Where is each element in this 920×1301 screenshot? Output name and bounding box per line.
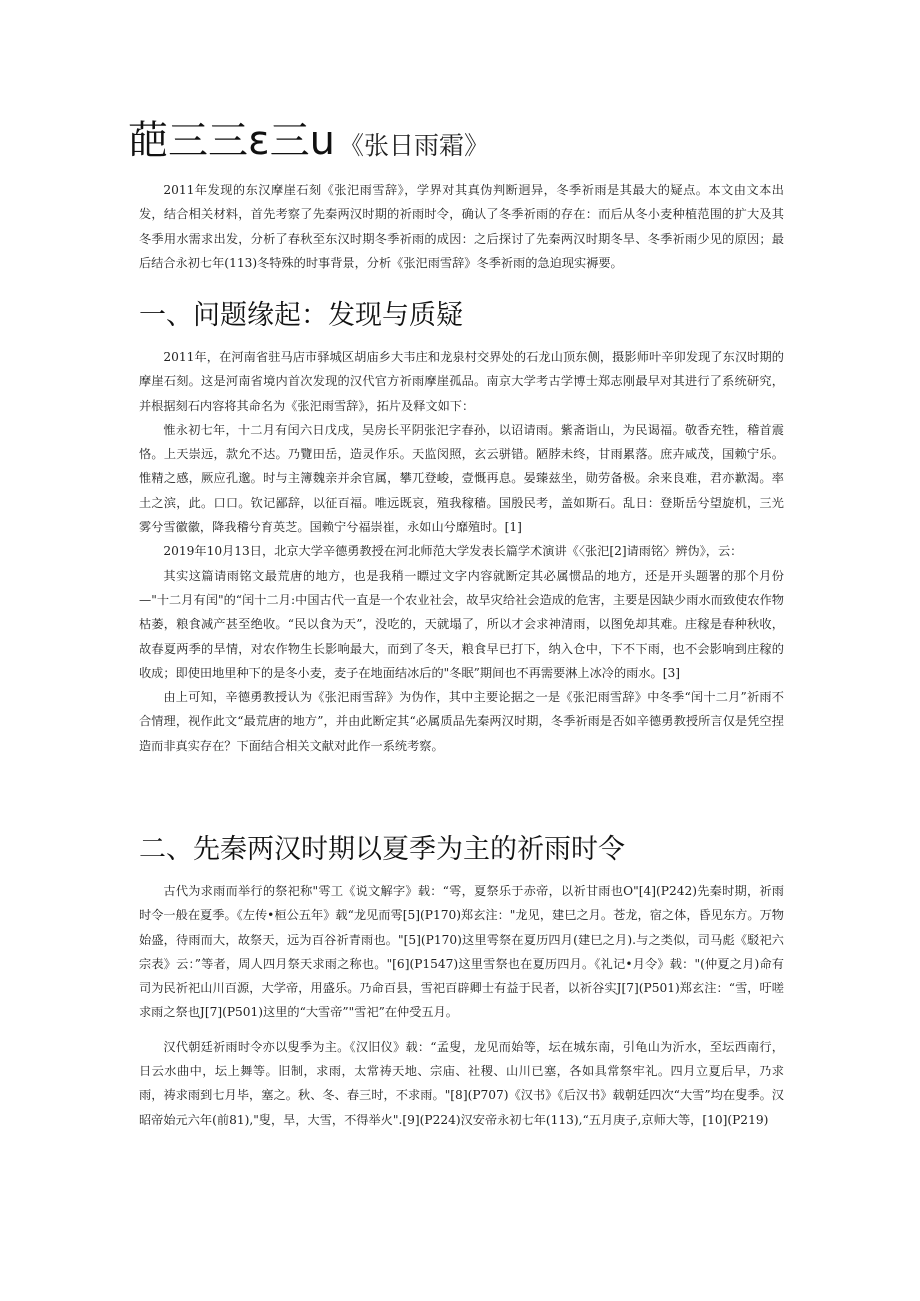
- paragraph: 由上可知，辛德勇教授认为《张汜雨雪辞》为伪作，其中主要论据之一是《张汜雨雪辞》中冬季“闰十二月”祈雨不合情理，视作此文“最荒唐的地方”，并由此断定其“必属质品先秦两汉时期，冬季祈雨是否如辛德勇教授所言仅是凭空捏造而非真实存在？下面结合相关文献对此作一系统考察。: [139, 690, 784, 753]
- paragraph: 2019年10月13日，北京大学辛德勇教授在河北师范大学发表长篇学术演讲《〈张汜[2]请雨铭〉辨伪》，云：: [163, 544, 743, 559]
- title-garbled-glyphs: 葩三三ε三u: [128, 118, 335, 164]
- document-title: [128, 118, 828, 164]
- paragraph: 古代为求雨而举行的祭祀称"雩工《说文解字》载：“雩，夏祭乐于赤帝，以祈甘雨也O"[4](P242)先秦时期，祈雨时令一般在夏季。《左传•桓公五年》载“龙见而雩[5](P170)郑玄注："龙见，建巳之月。苍龙，宿之体，昏见东方。万物始盛，待雨而大，故祭天，远为百谷祈青雨也。"[5](P170)这里雩祭在夏历四月(建巳之月).与之类似，司马彪《駁祀六宗表》云：”等者，周人四月祭天求雨之称也。"[6](P1547)这里雪祭也在夏历四月。《礼记•月令》载："(仲夏之月)命有司为民祈祀山川百源，大学帝，用盛乐。乃命百县，雪祀百辟卿士有益于民者，以祈谷实J[7](P501)郑玄注：“雪，吁嗟求雨之祭也J[7](P501)这里的“大雪帝”"雪祀”在仲受五月。: [139, 884, 784, 1020]
- section-heading-2: 二、先秦两汉时期以夏季为主的祈雨时令: [139, 834, 625, 865]
- quoted-inscription: 惟永初七年，十二月有闰六日戊戌，吴房长平阴张汜字春孙，以诏请雨。紫斋诣山，为民谒福。敬香充牲，稽首震恪。上天崇远，款允不达。乃覽田岳，造灵作乐。天监闵照，玄云骈错。陋脖未终，甘雨累落。庶卉咸茂，国赖宁乐。惟精之感，厥应孔邈。时与主簿魏亲并余官属，攀兀登峻，壹慨再息。晏臻兹坐，勋劳备极。余来良难，君亦歉渴。率土之滨，此。口口。钦记鄙辞，以征百福。唯远既哀，殖我稼穑。国殷民考，盖如斯石。乱日：登斯岳兮望旋机，三光雾兮雪徽徽，降我稽兮育英芝。国赖宁兮福崇崔，永如山兮靡殖时。[1]: [139, 422, 784, 535]
- abstract: [139, 178, 784, 275]
- quoted-lecture: 其实这篇请雨铭文最荒唐的地方，也是我稍一瞟过文字内容就断定其必属惯品的地方，还是开头题署的那个月份—"十二月有闰"的“闰十二月:中国古代一直是一个农业社会，故旱灾给社会造成的危害，主要是因缺少雨水而致使农作物枯萎，粮食减产甚至绝收。“民以食为天”，没吃的，天就塌了，所以才会求神清雨，以图免却其难。庄稼是春种秋收，故春夏两季的旱情，对农作物生长影响最大，而到了冬天，粮食早已打下，纳入仓中，下不下雨，也不会影响到庄稼的收成；即使田地里种下的是冬小麦，麦子在地面结冰后的"冬眠”期间也不再需要淋上冰冷的雨水。[3]: [139, 568, 784, 680]
- section-1-body: [139, 345, 784, 758]
- paragraph: 2011年，在河南省驻马店市驿城区胡庙乡大韦庄和龙泉村交界处的石龙山顶东侧，摄影师叶辛卯发现了东汉时期的摩崖石刻。这是河南省境内首次发现的汉代官方祈雨摩崖孤品。南京大学考古学博士郑志刚最早对其进行了系统研究，并根据刻石内容将其命名为《张汜雨雪辞》，拓片及释文如下：: [139, 350, 784, 413]
- section-heading-1: 一、问题缘起：发现与质疑: [139, 300, 463, 331]
- title-subtitle: 《张日雨霜》: [338, 131, 489, 160]
- abstract-paragraph: 2011年发现的东汉摩崖石刻《张汜雨雪辞》，学界对其真伪判断迥异，冬季祈雨是其最大的疑点。本文由文本出发，结合相关材料，首先考察了先秦两汉时期的祈雨时令，确认了冬季祈雨的存在：而后从冬小麦种植范围的扩大及其冬季用水需求出发，分析了春秋至东汉时期冬季祈雨的成因：之后探讨了先秦两汉时期冬旱、冬季祈雨少见的原因；最后结合永初七年(113)冬特殊的时事背景，分析《张汜雨雪辞》冬季祈雨的急迫现实褥要。: [139, 183, 784, 270]
- paragraph: 汉代朝廷祈雨时令亦以叟季为主。《汉旧仪》载：“孟叟，龙见而始等，坛在城东南，引龟山为沂水，至坛西南行，日云水曲中，坛上舞等。旧制，求雨，太常祷天地、宗庙、社稷、山川已塞，各如具常祭牢礼。四月立夏后早，乃求雨，祷求雨到七月毕，塞之。秋、冬、春三时，不求雨。"[8](P707)《汉书》《后汉书》载朝廷四次“大雪”均在叟季。汉昭帝始元六年(前81),"叟，旱，大雪，不得举火".[9](P224)汉安帝永初七年(113),“五月庚子,京师大等，[10](P219): [139, 1039, 784, 1127]
- section-2-body: [139, 879, 784, 1132]
